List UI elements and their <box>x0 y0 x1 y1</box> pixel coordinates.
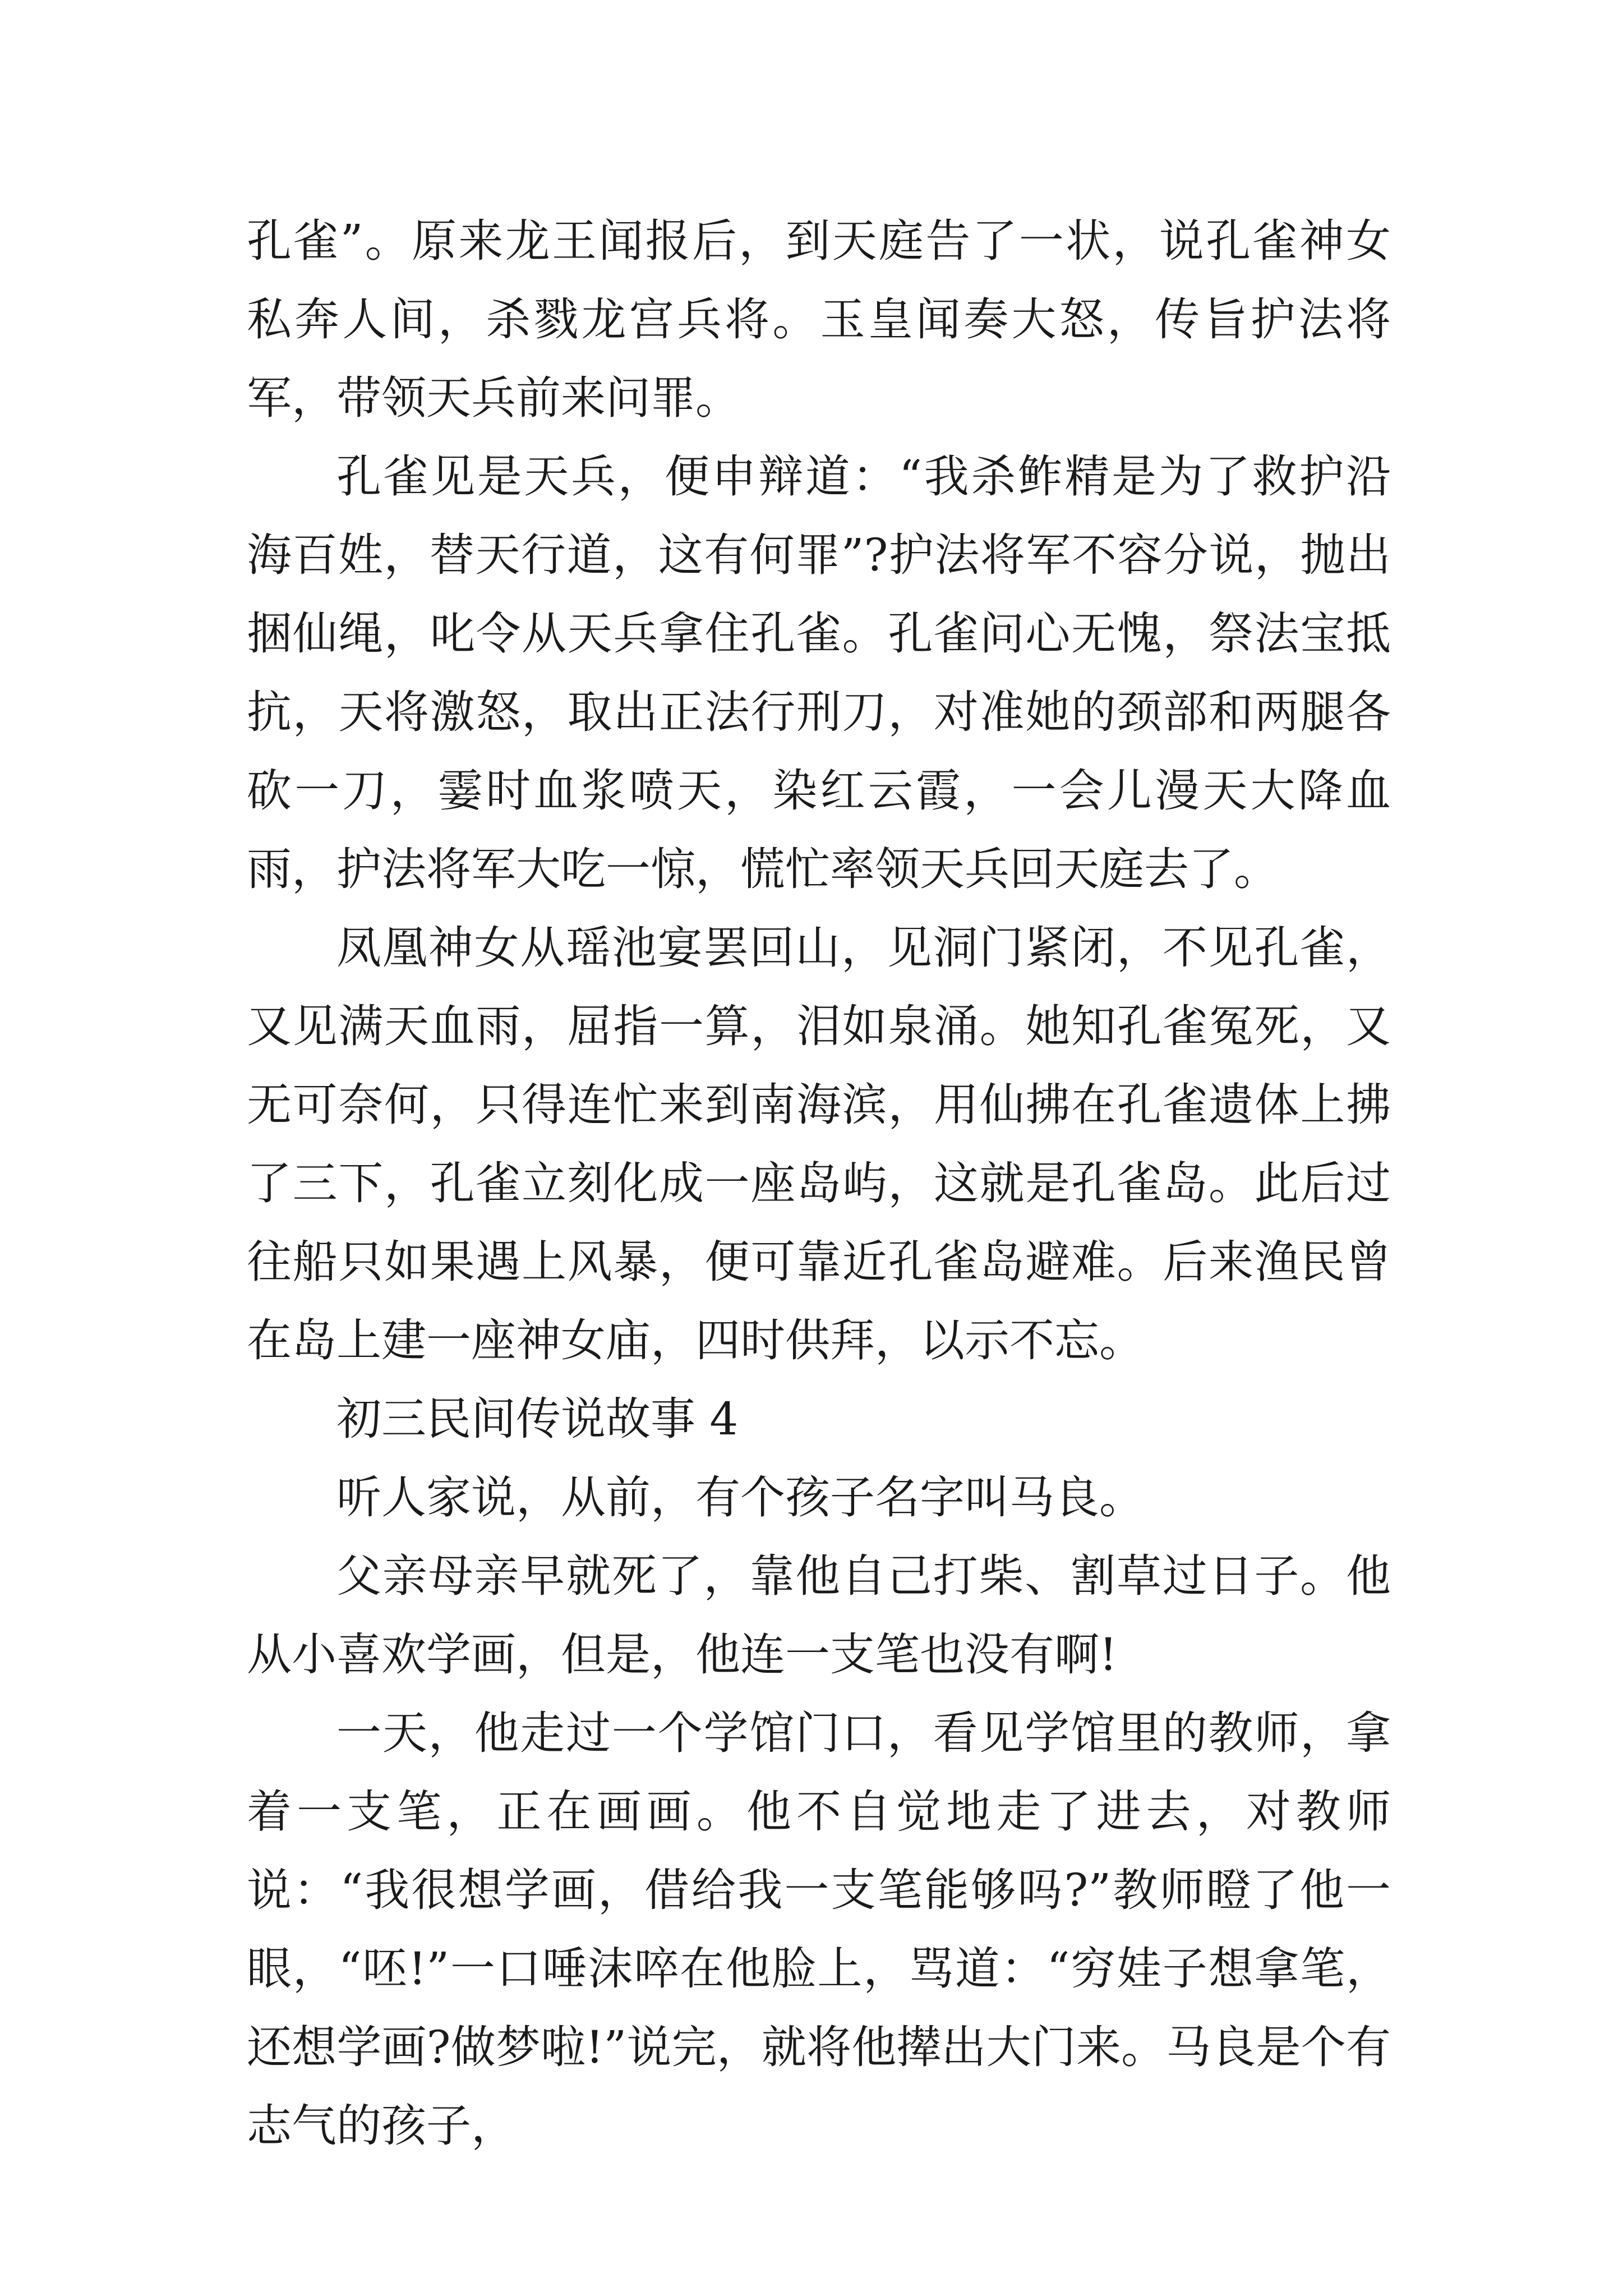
paragraph: 父亲母亲早就死了，靠他自己打柴、割草过日子。他从小喜欢学画，但是，他连一支笔也没有啊! <box>247 1550 1391 1681</box>
body-text <box>247 202 1391 2165</box>
paragraph: 听人家说，从前，有个孩子名字叫马良。 <box>336 1471 1144 1524</box>
paragraph: 凤凰神女从瑶池宴罢回山，见洞门紧闭，不见孔雀，又见满天血雨，屈指一算，泪如泉涌。她知孔雀冤死，又无可奈何，只得连忙来到南海滨，用仙拂在孔雀遗体上拂了三下，孔雀立刻化成一座岛屿，这就是孔雀岛。此后过往船只如果遇上风暴，便可靠近孔雀岛避难。后来渔民曾在岛上建一座神女庙，四时供拜，以示不忘。 <box>247 922 1391 1366</box>
section-heading: 初三民间传说故事 4 <box>336 1393 739 1445</box>
paragraph: 一天，他走过一个学馆门口，看见学馆里的教师，拿着一支笔，正在画画。他不自觉地走了进去，对教师说：“我很想学画，借给我一支笔能够吗?”教师瞪了他一眼，“呸!”一口唾沫啐在他脸上，骂道：“穷娃子想拿笔，还想学画?做梦啦!”说完，就将他撵出大门来。马良是个有志气的孩子， <box>247 1707 1391 2152</box>
paragraph: 孔雀见是天兵，便申辩道：“我杀鲊精是为了救护沿海百姓，替天行道，这有何罪”?护法将军不容分说，抛出捆仙绳，叱令从天兵拿住孔雀。孔雀问心无愧，祭法宝抵抗，天将激怒，取出正法行刑刀，对准她的颈部和两腿各砍一刀，霎时血浆喷天，染红云霞，一会儿漫天大降血雨，护法将军大吃一惊，慌忙率领天兵回天庭去了。 <box>247 450 1391 895</box>
paragraph-continuation: 孔雀”。原来龙王闻报后，到天庭告了一状，说孔雀神女私奔人间，杀戮龙宫兵将。玉皇闻奏大怒，传旨护法将军，带领天兵前来问罪。 <box>247 215 1391 424</box>
